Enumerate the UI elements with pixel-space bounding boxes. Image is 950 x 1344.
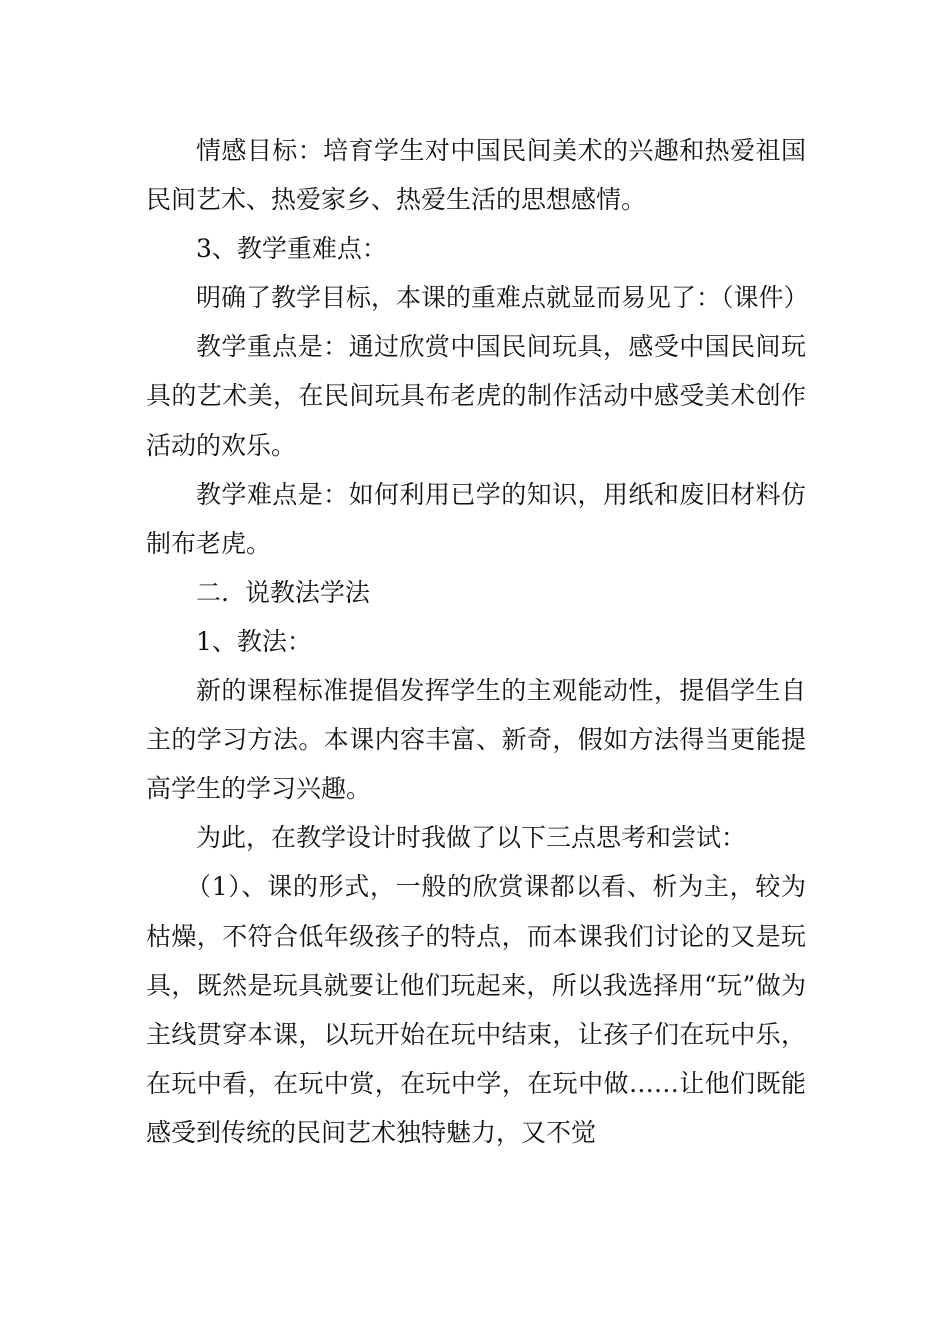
paragraph-key-points-intro: 明确了教学目标，本课的重难点就显而易见了：（课件）: [196, 283, 809, 313]
paragraph-teaching-difficulty: 教学难点是：如何利用已学的知识，用纸和废旧材料仿制布老虎。: [146, 479, 806, 558]
paragraph-curriculum-standard: 新的课程标准提倡发挥学生的主观能动性，提倡学生自主的学习方法。本课内容丰富、新奇，假如方法得当更能提高学生的学习兴趣。: [146, 676, 806, 804]
paragraph-three-thoughts: 为此，在教学设计时我做了以下三点思考和尝试：: [196, 823, 747, 853]
paragraph-teaching-method-heading: 1、教法：: [196, 626, 312, 656]
paragraph-teaching-focus: 教学重点是：通过欣赏中国民间玩具，感受中国民间玩具的艺术美，在民间玩具布老虎的制作活动中感受美术创作活动的欢乐。: [146, 332, 806, 460]
paragraph-emotional-goal: 情感目标：培育学生对中国民间美术的兴趣和热爱祖国民间艺术、热爱家乡、热爱生活的思想感情。: [146, 136, 806, 215]
paragraph-lesson-form: （1）、课的形式，一般的欣赏课都以看、析为主，较为枯燥，不符合低年级孩子的特点，而本课我们讨论的又是玩具，既然是玩具就要让他们玩起来，所以我选择用“玩”做为主线贯穿本课，以玩开始在玩中结束，让孩子们在玩中乐，在玩中看，在玩中赏，在玩中学，在玩中做……让他们既能感受到传统的民间艺术独特魅力，又不觉: [146, 872, 806, 1147]
paragraph-key-points-heading: 3、教学重难点：: [196, 234, 387, 264]
paragraph-section-two-heading: 二. 说教法学法: [196, 577, 370, 607]
document-body: [146, 126, 809, 1157]
